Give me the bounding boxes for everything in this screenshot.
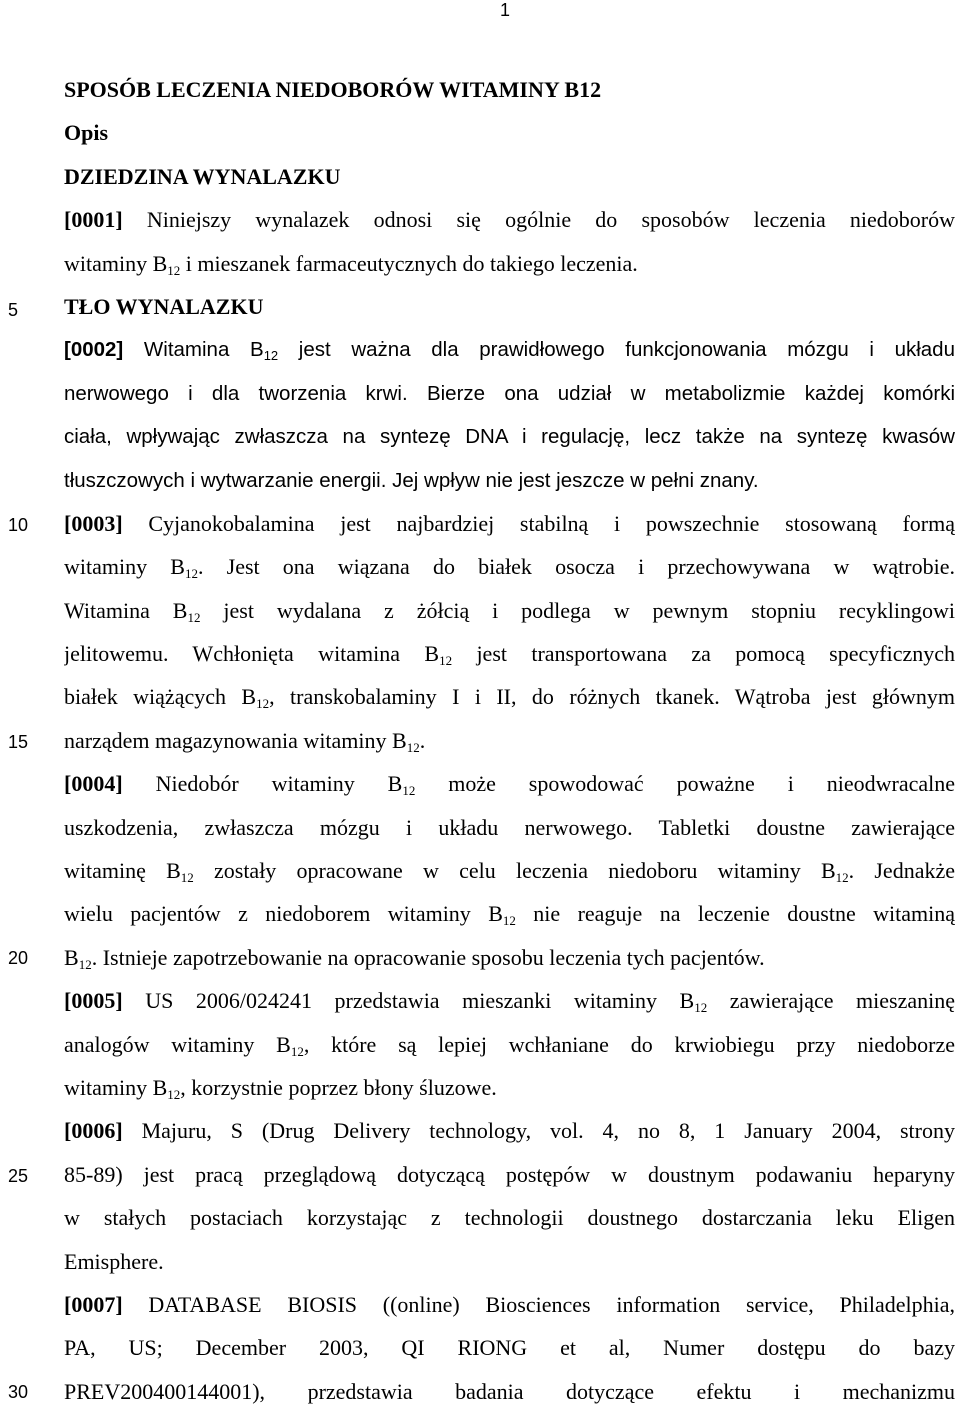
paragraph-tag: [0005]: [64, 988, 123, 1014]
paragraph-tag: [0002]: [64, 338, 124, 362]
paragraph-0005-line: witaminy $B_{12}$, korzystnie poprzez błony śluzowe.: [64, 1074, 497, 1102]
section-heading-opis: Opis: [64, 120, 109, 146]
line-number: 25: [8, 1166, 29, 1186]
paragraph-tag: [0003]: [64, 510, 123, 536]
paragraph-0001-line: witaminy $B_{12}$ i mieszanek farmaceutycznych do takiego leczenia.: [64, 250, 638, 278]
paragraph-0001-line: [0001] Niniejszy wynalazek odnosi się ogólnie do sposobów leczenia niedoborów: [64, 207, 955, 233]
paragraph-0005-line: [0005] US 2006/024241 przedstawia mieszanki witaminy $B_{12}$ zawierające mieszaninę: [64, 988, 955, 1016]
paragraph-0004-line: $B_{12}$. Istnieje zapotrzebowanie na opracowanie sposobu leczenia tych pacjentów.: [64, 944, 765, 972]
paragraph-tag: [0001]: [64, 207, 123, 233]
paragraph-0002-line: tłuszczowych i wytwarzanie energii. Jej wpływ nie jest jeszcze w pełni znany.: [64, 468, 759, 492]
paragraph-tag: [0004]: [64, 771, 123, 797]
section-heading-background: TŁO WYNALAZKU: [64, 293, 264, 319]
paragraph-0003-line: jelitowemu. Wchłonięta witamina $B_{12}$ jest transportowana za pomocą specyficznych: [64, 641, 955, 669]
paragraph-0004-line: uszkodzenia, zwłaszcza mózgu i układu nerwowego. Tabletki doustne zawierające: [64, 814, 955, 840]
section-heading-field: DZIEDZINA WYNALAZKU: [64, 163, 341, 189]
line-number: 5: [8, 300, 19, 320]
paragraph-0007-line: PREV200400144001), przedstawia badania dotyczące efektu i mechanizmu: [64, 1378, 955, 1404]
paragraph-0006-line: [0006] Majuru, S (Drug Delivery technology, vol. 4, no 8, 1 January 2004, strony: [64, 1118, 955, 1144]
paragraph-0004-line: [0004] Niedobór witaminy $B_{12}$ może spowodować poważne i nieodwracalne: [64, 771, 955, 799]
line-number: 30: [8, 1382, 29, 1402]
line-number: 15: [8, 732, 29, 752]
paragraph-0003-line: narządem magazynowania witaminy $B_{12}$.: [64, 727, 426, 755]
line-number: 10: [8, 515, 29, 535]
paragraph-0007-line: PA, US; December 2003, QI RIONG et al, Numer dostępu do bazy: [64, 1335, 955, 1361]
paragraph-0002-line: [0002] Witamina $B_{12}$ jest ważna dla prawidłowego funkcjonowania mózgu i układu: [64, 338, 955, 364]
document-body: [64, 68, 955, 1413]
paragraph-0006-line: w stałych postaciach korzystając z technologii doustnego dostarczania leku Eligen: [64, 1205, 955, 1231]
paragraph-0007-line: [0007] DATABASE BIOSIS ((online) Biosciences information service, Philadelphia,: [64, 1291, 955, 1317]
paragraph-0006-line: Emisphere.: [64, 1248, 164, 1274]
paragraph-0006-line: 85-89) jest pracą przeglądową dotyczącą postępów w doustnym podawaniu heparyny: [64, 1161, 955, 1187]
paragraph-tag: [0006]: [64, 1118, 123, 1144]
line-number: 20: [8, 948, 29, 968]
paragraph-0002-line: ciała, wpływając zwłaszcza na syntezę DNA i regulację, lecz także na syntezę kwasów: [64, 425, 955, 449]
page-number: 1: [500, 0, 511, 20]
paragraph-0004-line: wielu pacjentów z niedoborem witaminy $B_{12}$ nie reaguje na leczenie doustne witaminą: [64, 901, 955, 929]
document-title: SPOSÓB LECZENIA NIEDOBORÓW WITAMINY B12: [64, 77, 602, 102]
paragraph-0004-line: witaminę $B_{12}$ zostały opracowane w celu leczenia niedoboru witaminy $B_{12}$. Jednakże: [64, 858, 955, 886]
paragraph-0003-line: Witamina $B_{12}$ jest wydalana z żółcią i podlega w pewnym stopniu recyklingowi: [64, 597, 955, 625]
paragraph-0003-line: białek wiążących $B_{12}$, transkobalaminy I i II, do różnych tkanek. Wątroba jest głównym: [64, 684, 955, 712]
paragraph-0002-line: nerwowego i dla tworzenia krwi. Bierze ona udział w metabolizmie każdej komórki: [64, 381, 955, 405]
paragraph-0003-line: witaminy $B_{12}$. Jest ona wiązana do białek osocza i przechowywana w wątrobie.: [64, 554, 955, 582]
paragraph-0003-line: [0003] Cyjanokobalamina jest najbardziej stabilną i powszechnie stosowaną formą: [64, 510, 955, 536]
paragraph-0005-line: analogów witaminy $B_{12}$, które są lepiej wchłaniane do krwiobiegu przy niedoborze: [64, 1031, 955, 1059]
paragraph-tag: [0007]: [64, 1291, 123, 1317]
